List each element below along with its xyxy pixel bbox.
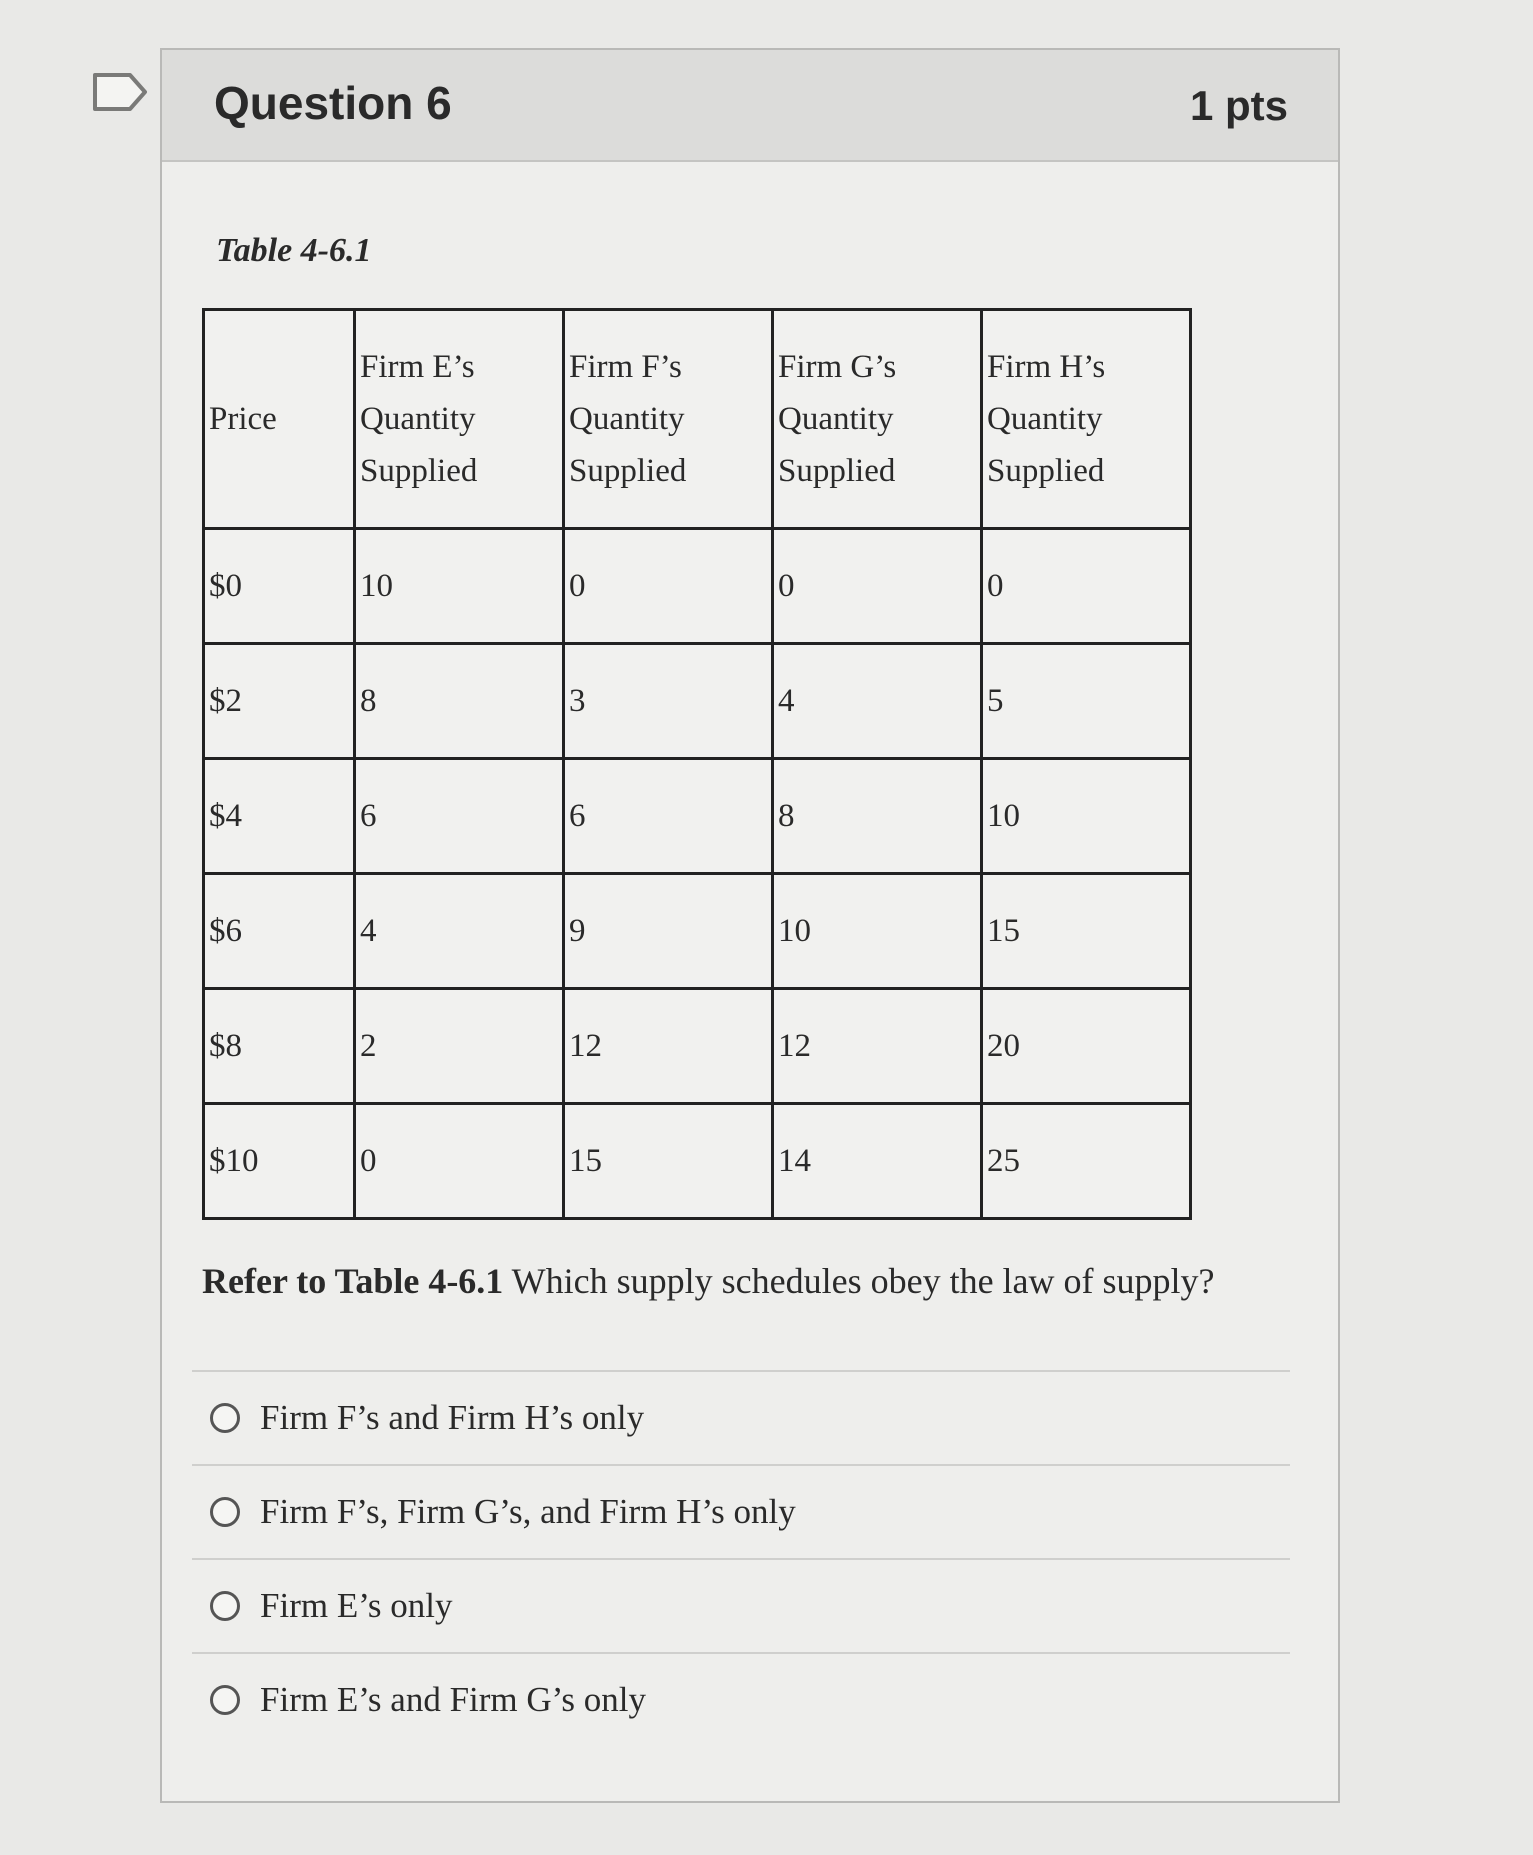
cell-firm-g: 8 xyxy=(773,759,982,874)
header-firm-e: Firm E’s Quantity Supplied xyxy=(355,310,564,529)
cell-firm-e: 2 xyxy=(355,989,564,1104)
cell-price: $0 xyxy=(204,529,355,644)
table-row xyxy=(204,989,1191,1104)
question-title: Question 6 xyxy=(214,77,452,129)
header-price: Price xyxy=(204,310,355,529)
answer-label[interactable]: Firm F’s and Firm H’s only xyxy=(260,1398,645,1437)
header-firm-f: Firm F’s Quantity Supplied xyxy=(564,310,773,529)
cell-firm-g: 0 xyxy=(773,529,982,644)
cell-price: $4 xyxy=(204,759,355,874)
question-card xyxy=(160,48,1340,1803)
cell-price: $8 xyxy=(204,989,355,1104)
cell-firm-g: 12 xyxy=(773,989,982,1104)
cell-firm-h: 5 xyxy=(982,644,1191,759)
cell-firm-g: 10 xyxy=(773,874,982,989)
answer-option[interactable] xyxy=(192,1652,1290,1746)
cell-firm-g: 4 xyxy=(773,644,982,759)
cell-firm-h: 10 xyxy=(982,759,1191,874)
cell-firm-f: 12 xyxy=(564,989,773,1104)
header-firm-h: Firm H’s Quantity Supplied xyxy=(982,310,1191,529)
table-row xyxy=(204,874,1191,989)
cell-price: $6 xyxy=(204,874,355,989)
table-caption: Table 4-6.1 xyxy=(216,232,372,269)
cell-firm-e: 0 xyxy=(355,1104,564,1219)
answer-label[interactable]: Firm E’s and Firm G’s only xyxy=(260,1680,646,1719)
table-row xyxy=(204,644,1191,759)
cell-firm-e: 4 xyxy=(355,874,564,989)
answer-option[interactable] xyxy=(192,1464,1290,1558)
cell-firm-h: 0 xyxy=(982,529,1191,644)
answer-option[interactable] xyxy=(192,1558,1290,1652)
answer-label[interactable]: Firm E’s only xyxy=(260,1586,453,1625)
header-firm-g: Firm G’s Quantity Supplied xyxy=(773,310,982,529)
radio-button[interactable] xyxy=(210,1591,240,1621)
cell-firm-e: 8 xyxy=(355,644,564,759)
cell-price: $2 xyxy=(204,644,355,759)
cell-price: $10 xyxy=(204,1104,355,1219)
cell-firm-e: 10 xyxy=(355,529,564,644)
cell-firm-e: 6 xyxy=(355,759,564,874)
table-row xyxy=(204,529,1191,644)
question-points: 1 pts xyxy=(1189,82,1288,129)
cell-firm-f: 6 xyxy=(564,759,773,874)
cell-firm-f: 9 xyxy=(564,874,773,989)
answer-label[interactable]: Firm F’s, Firm G’s, and Firm H’s only xyxy=(260,1492,796,1531)
question-header xyxy=(162,50,1338,162)
cell-firm-g: 14 xyxy=(773,1104,982,1219)
cell-firm-f: 0 xyxy=(564,529,773,644)
radio-button[interactable] xyxy=(210,1403,240,1433)
cell-firm-h: 15 xyxy=(982,874,1191,989)
prompt-rest: Which supply schedules obey the law of supply? xyxy=(503,1261,1215,1301)
question-prompt xyxy=(202,1260,1215,1302)
cell-firm-f: 3 xyxy=(564,644,773,759)
radio-button[interactable] xyxy=(210,1685,240,1715)
radio-button[interactable] xyxy=(210,1497,240,1527)
flag-question-icon[interactable] xyxy=(92,72,148,112)
table-row xyxy=(204,1104,1191,1219)
supply-table xyxy=(202,308,1192,1220)
cell-firm-h: 25 xyxy=(982,1104,1191,1219)
table-header-row xyxy=(204,310,1191,529)
table-row xyxy=(204,759,1191,874)
cell-firm-h: 20 xyxy=(982,989,1191,1104)
answer-list xyxy=(192,1370,1290,1746)
prompt-bold: Refer to Table 4-6.1 xyxy=(202,1261,504,1301)
cell-firm-f: 15 xyxy=(564,1104,773,1219)
answer-option[interactable] xyxy=(192,1370,1290,1464)
